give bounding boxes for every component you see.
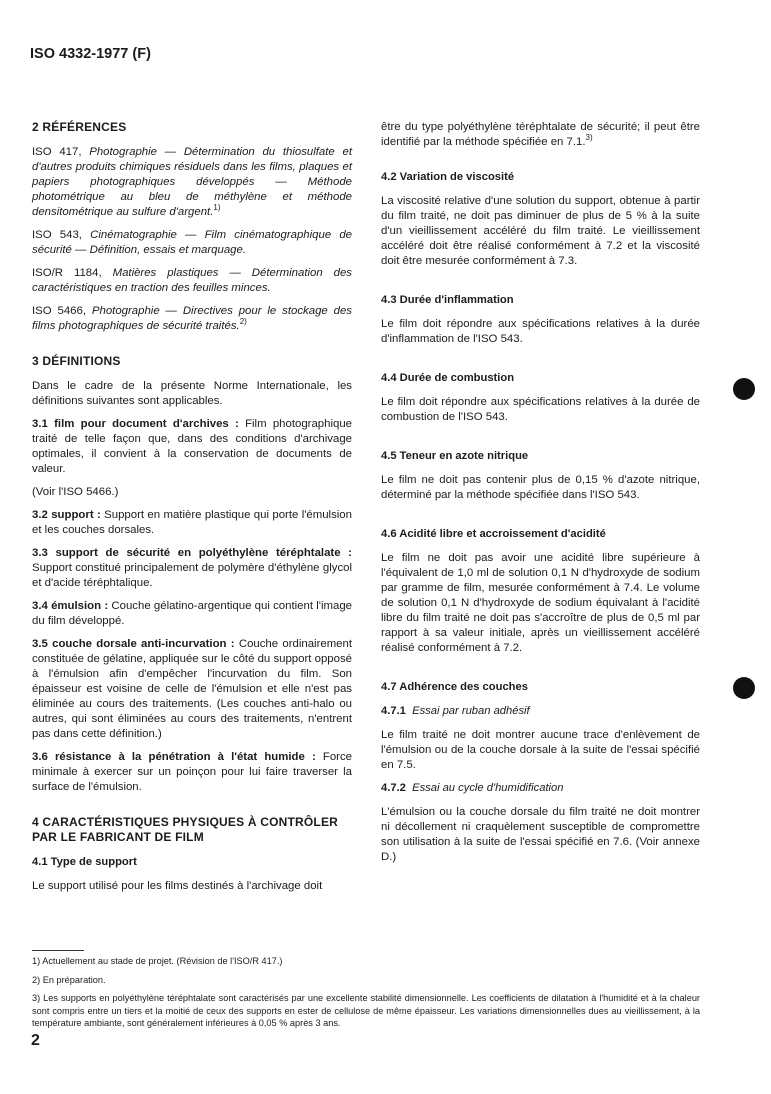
section-4-1-continued <box>381 120 700 150</box>
def-text: Couche gélatino-argentique qui contient l'image du film développé. <box>32 600 352 627</box>
def-number: 3.2 <box>32 509 48 521</box>
def-term: support de sécurité en polyéthylène téréphtalate : <box>55 547 352 559</box>
binder-hole-bottom <box>733 677 755 699</box>
section-4-2-text: La viscosité relative d'une solution du support, obtenue à partir du film traité, ne doit pas diminuer de plus de 5 % à la suite d'un vieillissement accéléré du film traité. Le vieillissement accéléré doit être réalisé conformément à 7.2 et la viscosité doit être mesurée conformément à 7.3. <box>381 195 700 267</box>
reference-iso-417 <box>32 145 352 220</box>
def-number: 3.3 <box>32 547 48 559</box>
subsection-number: 4.7.1 <box>381 705 406 717</box>
definition-3-6 <box>32 750 352 795</box>
definition-3-1 <box>32 417 352 477</box>
def-term: couche dorsale anti-incurvation : <box>52 638 235 650</box>
def-text: Support en matière plastique qui porte l'émulsion et les couches dorsales. <box>32 509 352 536</box>
section-4-2-title: 4.2 Variation de viscosité <box>381 171 515 183</box>
footnote-ref: 2) <box>239 317 247 327</box>
ref-title: Photographie — Directives pour le stockage des films photographiques de sécurité traités. <box>32 305 352 332</box>
footnotes <box>32 955 700 1036</box>
def-term: émulsion : <box>51 600 109 612</box>
section-4-1-cont-text: être du type polyéthylène téréphtalate de sécurité; il peut être identifié par la méthode spécifiée en 7.1. <box>381 121 700 148</box>
section-4-3-text: Le film doit répondre aux spécifications relatives à la durée d'inflammation de l'ISO 543. <box>381 318 700 345</box>
ref-title: Matières plastiques — Détermination des caractéristiques en traction des feuilles minces. <box>32 267 352 294</box>
subsection-title: Essai par ruban adhésif <box>412 705 530 717</box>
def-text: Support constitué principalement de polymère d'éthylène glycol et d'acide téréphtalique. <box>32 562 352 589</box>
section-4-7-1-text: Le film traité ne doit montrer aucune trace d'enlèvement de l'émulsion ou de la couche dorsale à la suite de l'essai spécifié en 7.5. <box>381 729 700 771</box>
section-4-7-2-text: L'émulsion ou la couche dorsale du film traité ne doit montrer ni décollement ni craquèlement susceptible de compromettre son utilisation à la suite de l'essai spécifié en 7.6. (Voir annexe D.) <box>381 806 700 863</box>
section-4-4-title: 4.4 Durée de combustion <box>381 372 515 384</box>
section-4-6-title: 4.6 Acidité libre et accroissement d'acidité <box>381 528 606 540</box>
footnote-2: 2) En préparation. <box>32 974 106 985</box>
binder-hole-top <box>733 378 755 400</box>
section-4-6-text: Le film ne doit pas avoir une acidité libre supérieure à l'équivalent de 1,0 ml de solution 0,1 N d'hydroxyde de sodium par gramme de film, mesurée conformément à 7.4. Le volume de solution 0,1 N d'hydroxyde de sodium équivalant à l'acidité libre du film traité ne doit pas s'accroître de plus de 0,5 ml par rapport à sa valeur initiale, après un vieillissement accéléré réalisé conformément à 7.2. <box>381 552 700 654</box>
reference-iso-5466 <box>32 304 352 334</box>
section-3-intro: Dans le cadre de la présente Norme Internationale, les définitions suivantes sont applicables. <box>32 380 352 407</box>
subsection-number: 4.7.2 <box>381 782 406 794</box>
subsection-title: Essai au cycle d'humidification <box>412 782 564 794</box>
section-4-1-title: 4.1 Type de support <box>32 856 137 868</box>
document-header: ISO 4332-1977 (F) <box>30 46 151 62</box>
def-term: support : <box>51 509 101 521</box>
page-number: 2 <box>31 1032 40 1049</box>
section-4-1-text: Le support utilisé pour les films destinés à l'archivage doit <box>32 880 323 892</box>
reference-iso-r-1184 <box>32 266 352 296</box>
def-text: Force minimale à exercer sur un poinçon pour lui faire traverser la surface de l'émulsion. <box>32 751 353 793</box>
section-4-7-2-title <box>381 781 700 796</box>
ref-code: ISO 543, <box>32 229 82 241</box>
def-term: film pour document d'archives : <box>54 418 239 430</box>
def-number: 3.6 <box>32 751 48 763</box>
def-term: résistance à la pénétration à l'état humide : <box>54 751 316 763</box>
section-3-title: 3 DÉFINITIONS <box>32 354 121 368</box>
def-text: Couche ordinairement constituée de gélatine, appliquée sur le côté du support opposé à l'émulsion afin d'empêcher l'incurvation du film. Son épaisseur est voisine de celle de l'émulsion et elle n'est pas éliminée au cours des traitements. (Les couches anti-halo ou autres, qui sont éliminées au cours des traitements, n'entrent pas dans cette définition.) <box>32 638 353 740</box>
definition-3-4 <box>32 599 352 629</box>
ref-title: Cinématographie — Film cinématographique de sécurité — Définition, essais et marquage. <box>32 229 352 256</box>
def-number: 3.4 <box>32 600 48 612</box>
def-text: Film photographique traité de telle façon que, dans des conditions d'archivage optimales, il convient à la conservation de documents de valeur. <box>32 418 352 475</box>
section-4-5-text: Le film ne doit pas contenir plus de 0,15 % d'azote nitrique, déterminé par la méthode spécifiée dans l'ISO 543. <box>381 474 700 501</box>
reference-iso-543 <box>32 228 352 258</box>
section-4-3-title: 4.3 Durée d'inflammation <box>381 294 514 306</box>
section-4-7-1-title <box>381 704 700 719</box>
right-column <box>381 120 700 873</box>
definition-3-3 <box>32 546 352 591</box>
definition-3-2 <box>32 508 352 538</box>
ref-title: Photographie — Détermination du thiosulfate et d'autres produits chimiques résiduels dans les films, plaques et papiers photographiques développés — Méthode photométrique au bleu de méthylène et méthode densitométrique au sulfure d'argent. <box>32 146 352 218</box>
section-4-7-title: 4.7 Adhérence des couches <box>381 681 528 693</box>
footnote-ref: 3) <box>585 133 593 143</box>
ref-code: ISO/R 1184, <box>32 267 102 279</box>
footnote-1: 1) Actuellement au stade de projet. (Révision de l'ISO/R 417.) <box>32 956 283 966</box>
section-4-4-text: Le film doit répondre aux spécifications relatives à la durée de combustion de l'ISO 543. <box>381 396 700 423</box>
ref-code: ISO 5466, <box>32 305 87 317</box>
section-4-title: 4 CARACTÉRISTIQUES PHYSIQUES À CONTRÔLER PAR LE FABRICANT DE FILM <box>32 815 339 844</box>
definition-3-1-note: (Voir l'ISO 5466.) <box>32 486 119 498</box>
footnote-ref: 1) <box>213 203 221 213</box>
section-4-5-title: 4.5 Teneur en azote nitrique <box>381 450 529 462</box>
footnote-separator <box>32 950 84 951</box>
ref-code: ISO 417, <box>32 146 82 158</box>
section-2-title: 2 RÉFÉRENCES <box>32 120 127 134</box>
footnote-3: 3) Les supports en polyéthylène téréphtalate sont caractérisés par une excellente stabilité dimensionnelle. Les coefficients de dilatation à l'humidité et à la chaleur sont compris entre un tiers et la moitié de ceux des supports en ester de cellulose de même épaisseur. Les variations dimensionnelles dues au vieillissement, à la température ambiante, sont généralement inférieures à 0,05 % après 3 ans. <box>32 993 700 1028</box>
left-column <box>32 120 352 902</box>
def-number: 3.5 <box>32 638 48 650</box>
def-number: 3.1 <box>32 418 48 430</box>
definition-3-5 <box>32 637 352 742</box>
